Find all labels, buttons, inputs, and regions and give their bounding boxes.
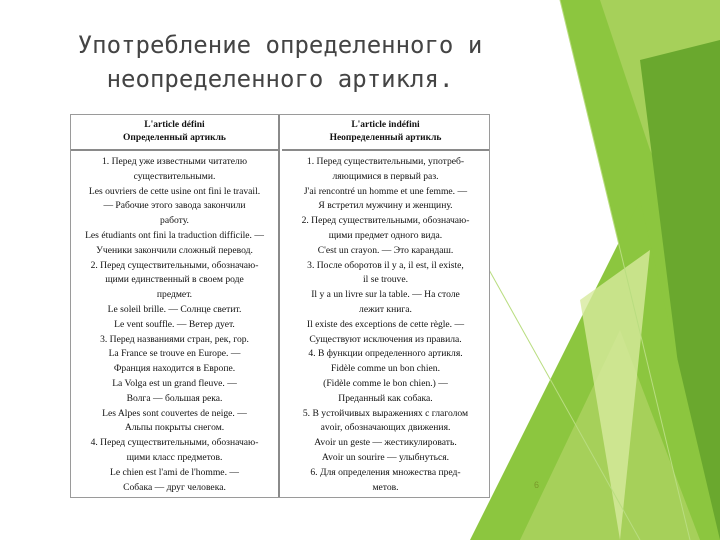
table-line: предмет. [156,289,193,301]
definite-article-column [71,115,280,497]
indefinite-article-body [282,151,489,495]
table-line: Le soleil brille. — Солнце светит. [107,303,242,315]
table-line: ляющимися в первый раз. [332,170,439,182]
table-line: — Рабочие этого завода закончили [103,200,246,212]
table-line: Собака — друг человека. [123,481,226,493]
table-line: щими предмет одного вида. [328,229,443,241]
table-line: C'est un crayon. — Это карандаш. [317,244,454,256]
table-line: 4. Перед существительными, обозначаю- [90,437,259,449]
table-line: Я встретил мужчину и женщину. [318,200,453,212]
table-line: (Fidèle comme le bon chien.) — [323,377,448,389]
definite-article-body [71,151,278,495]
indefinite-article-header [282,115,489,151]
table-line: Les Alpes sont couvertes de neige. — [102,407,247,419]
table-line: La Volga est un grand fleuve. — [112,377,237,389]
table-line: Le vent souffle. — Ветер дует. [114,318,235,330]
table-line: 3. После оборотов il y a, il est, il existe, [307,259,464,271]
table-line: работу. [160,215,189,227]
indefinite-header-fr: L'article indéfini [351,120,420,130]
title-line-1: Употребление определенного и [77,31,483,59]
table-line: щими класс предметов. [126,451,223,463]
table-line: метов. [372,481,399,493]
table-line: 3. Перед названиями стран, рек, гор. [100,333,249,345]
table-line: Волга — большая река. [126,392,223,404]
table-line: Les ouvriers de cette usine ont fini le travail. [88,185,261,197]
table-line: Il y a un livre sur la table. — На столе [311,289,460,301]
table-line: 6. Для определения множества пред- [310,466,461,478]
table-line: Avoir un sourire — улыбнуться. [321,451,450,463]
definite-header-fr: L'article défini [144,120,205,130]
table-line: лежит книга. [359,303,412,315]
table-line: J'ai rencontré un homme et une femme. — [303,185,468,197]
table-line: 4. В функции определенного артикля. [308,348,463,360]
table-line: существительными. [133,170,216,182]
table-line: Преданный как собака. [338,392,433,404]
table-line: La France se trouve en Europe. — [108,348,241,360]
table-line: 1. Перед уже известными читателю [101,156,248,167]
table-line: щими единственный в своем роде [105,274,244,286]
page-number: 6 [534,480,540,490]
table-line: avoir, обозначающих движения. [320,422,451,434]
slide-title [40,28,520,96]
table-line: Le chien est l'ami de l'homme. — [110,466,239,478]
table-line: 1. Перед существительными, употреб- [306,156,465,167]
table-line: Ученики закончили сложный перевод. [96,244,253,256]
definite-header-ru: Определенный артикль [123,133,226,143]
table-line: Fidèle comme un bon chien. [331,363,440,375]
table-line: Les étudiants ont fini la traduction difficile. — [85,229,264,241]
table-line: Франция находится в Европе. [113,363,236,375]
table-line: Avoir un geste — жестикулировать. [314,437,457,449]
table-line: 2. Перед существительными, обозначаю- [90,259,259,271]
definite-article-header [71,115,278,151]
title-line-2: неопределенного артикля. [106,65,454,93]
indefinite-header-ru: Неопределенный артикль [329,133,442,143]
table-line: il se trouve. [362,274,409,286]
indefinite-article-column [282,115,489,497]
table-line: Существуют исключения из правила. [309,333,462,345]
table-line: Il existe des exceptions de cette règle. — [306,318,465,330]
table-line: 2. Перед существительными, обозначаю- [301,215,470,227]
table-line: Альпы покрыты снегом. [124,422,225,434]
article-table [70,114,490,498]
table-line: 5. В устойчивых выражениях с глаголом [302,407,469,419]
